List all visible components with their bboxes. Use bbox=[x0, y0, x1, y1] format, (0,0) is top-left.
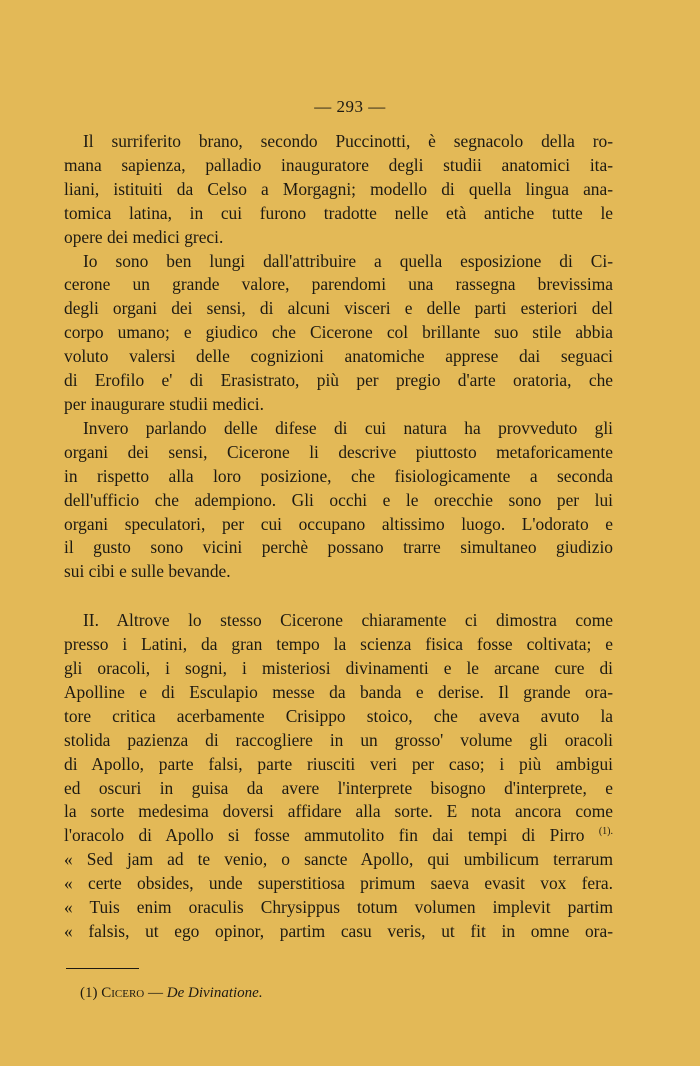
text-line: Apolline e di Esculapio messe da banda e derise. Il grande ora- bbox=[64, 681, 613, 702]
text-line: corpo umano; e giudico che Cicerone col brillante suo stile abbia bbox=[64, 322, 613, 343]
text-line: stolida pazienza di raccogliere in un grosso' volume gli oracoli bbox=[64, 729, 613, 750]
footnote-author: Cicero bbox=[101, 985, 145, 1001]
paragraph-1 bbox=[64, 130, 613, 250]
footnote bbox=[80, 985, 263, 1002]
footnote-title: De Divinatione. bbox=[166, 985, 263, 1001]
text-line: il gusto sono vicini perchè possano trarre simultaneo giudizio bbox=[64, 537, 613, 558]
text-line: liani, istituiti da Celso a Morgagni; modello di quella lingua ana- bbox=[64, 178, 613, 199]
body-text bbox=[64, 130, 613, 944]
footnote-rule bbox=[66, 968, 139, 969]
text-line: di Erofilo e' di Erasistrato, più per pregio d'arte oratoria, che bbox=[64, 370, 613, 391]
text-line: tomica latina, in cui furono tradotte nelle età antiche tutte le bbox=[64, 202, 613, 223]
text-line: II. Altrove lo stesso Cicerone chiaramente ci dimostra come bbox=[83, 610, 613, 631]
text-line: « certe obsides, unde superstitiosa primum saeva evasit vox fera. bbox=[64, 873, 613, 894]
text-line-with-note bbox=[64, 824, 613, 848]
footnote-marker: (1) bbox=[80, 985, 98, 1001]
text-line: Il surriferito brano, secondo Puccinotti, è segnacolo della ro- bbox=[83, 131, 613, 151]
paragraph-3 bbox=[64, 417, 613, 584]
text-line: degli organi dei sensi, di alcuni visceri e delle parti esteriori del bbox=[64, 298, 613, 319]
text-line: Io sono ben lungi dall'attribuire a quella esposizione di Ci- bbox=[83, 250, 613, 271]
text-line: per inaugurare studii medici. bbox=[64, 393, 264, 414]
text-line: cerone un grande valore, parendomi una rassegna brevissima bbox=[64, 274, 613, 295]
text-line: di Apollo, parte falsi, parte riusciti veri per caso; i più ambigui bbox=[64, 753, 613, 774]
text-line: organi speculatori, per cui occupano altissimo luogo. L'odorato e bbox=[64, 513, 613, 534]
text-line: opere dei medici greci. bbox=[64, 226, 224, 247]
text-line: organi dei sensi, Cicerone li descrive piuttosto metaforicamente bbox=[64, 441, 613, 462]
text-line: gli oracoli, i sogni, i misteriosi divinamenti e le arcane cure di bbox=[64, 658, 613, 679]
page-number: — 293 — bbox=[314, 97, 386, 116]
text-line: la sorte medesima doversi affidare alla sorte. E nota ancora come bbox=[64, 801, 613, 822]
text-line: in rispetto alla loro posizione, che fisiologicamente a seconda bbox=[64, 465, 613, 486]
text-line: « Sed jam ad te venio, o sancte Apollo, qui umbilicum terrarum bbox=[64, 849, 613, 870]
text-line: voluto valersi delle cognizioni anatomiche apprese dai seguaci bbox=[64, 346, 613, 367]
footnote-reference[interactable]: (1). bbox=[598, 826, 613, 838]
text-line: tore critica acerbamente Crisippo stoico, che aveva avuto la bbox=[64, 705, 613, 726]
paragraph-2 bbox=[64, 250, 613, 417]
text-line: Invero parlando delle difese di cui natura ha provveduto gli bbox=[83, 417, 613, 438]
text-line: sui cibi e sulle bevande. bbox=[64, 561, 231, 582]
text-line: dell'ufficio che adempiono. Gli occhi e le orecchie sono per lui bbox=[64, 489, 613, 510]
footnote-dash: — bbox=[148, 985, 164, 1001]
text-line: « Tuis enim oraculis Chrysippus totum volumen implevit partim bbox=[64, 897, 613, 918]
text-line: mana sapienza, palladio inauguratore degli studii anatomici ita- bbox=[64, 154, 613, 175]
paragraph-4 bbox=[64, 609, 613, 944]
text-line: presso i Latini, da gran tempo la scienza fisica fosse coltivata; e bbox=[64, 634, 613, 655]
text-line-content: l'oracolo di Apollo si fosse ammutolito fin dai tempi di Pirro bbox=[64, 825, 585, 846]
text-line: « falsis, ut ego opinor, partim casu veris, ut fit in omne ora- bbox=[64, 921, 613, 941]
text-line: ed oscuri in guisa da avere l'interprete bisogno d'interprete, e bbox=[64, 777, 613, 798]
